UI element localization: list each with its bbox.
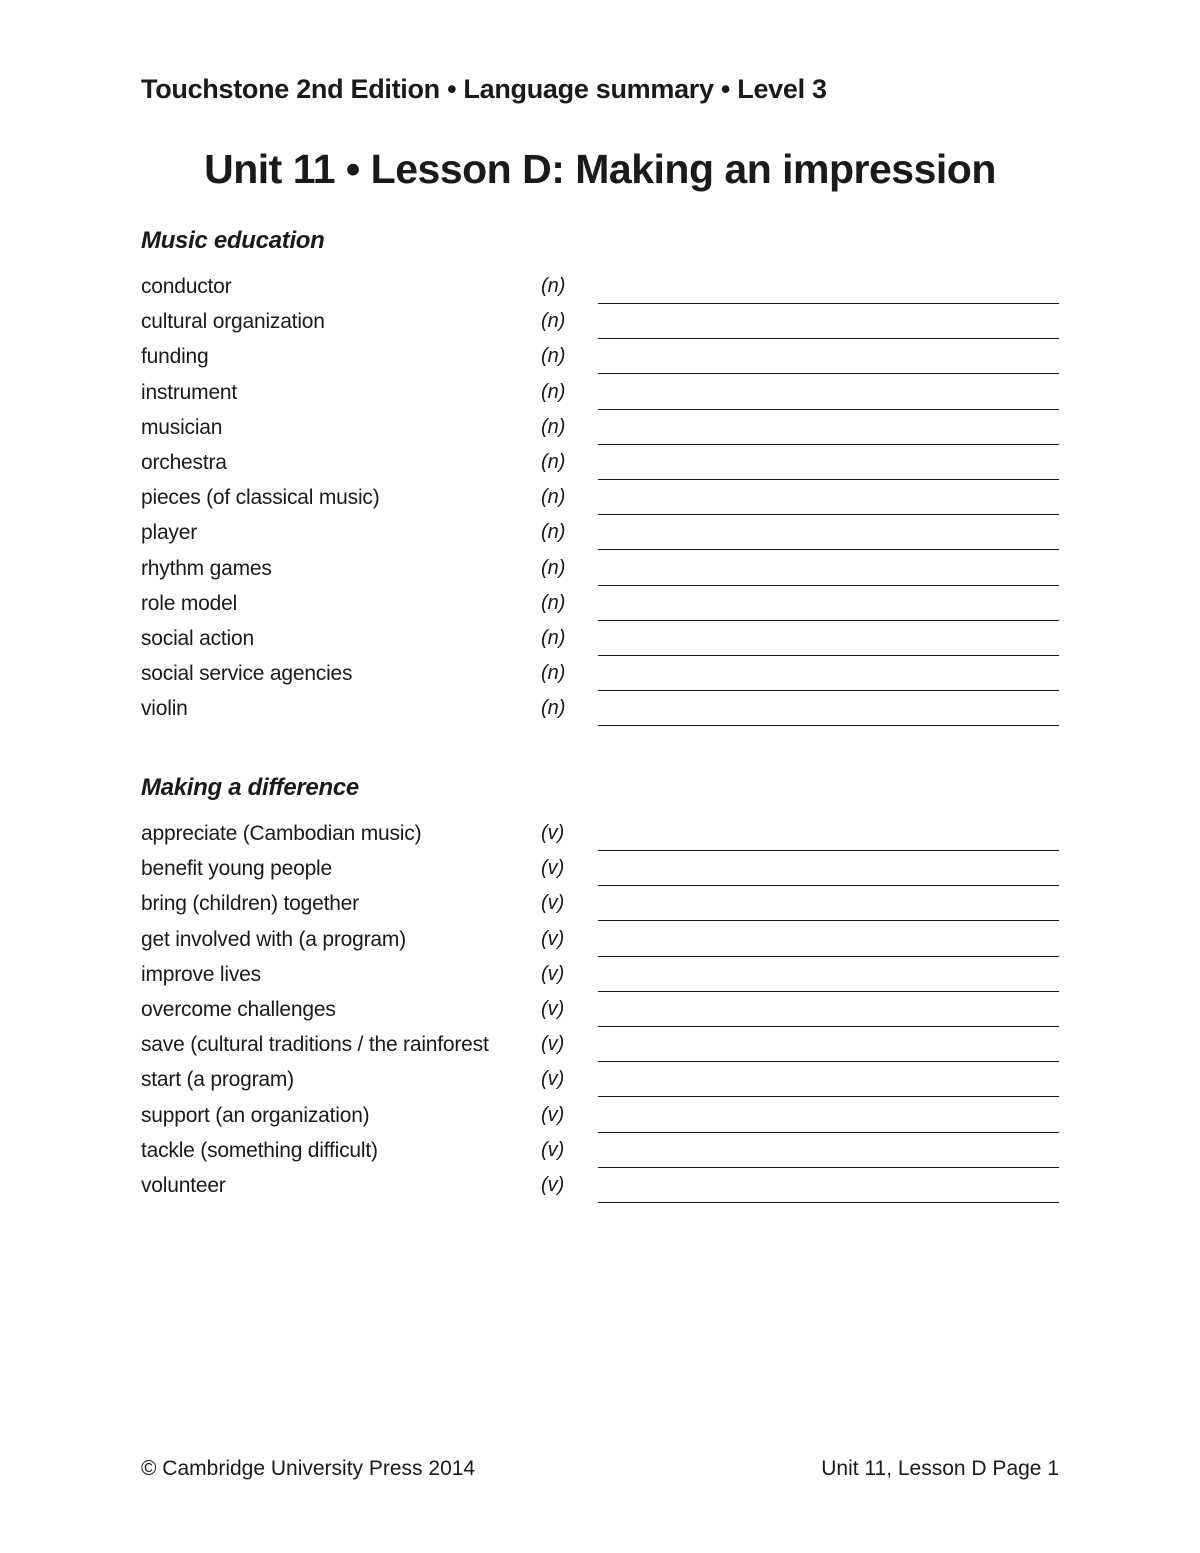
vocabulary-row (141, 272, 1059, 307)
vocabulary-row (141, 889, 1059, 924)
vocabulary-row (141, 854, 1059, 889)
part-of-speech: (v) (541, 1138, 565, 1161)
vocabulary-row (141, 1065, 1059, 1100)
vocabulary-term: funding (141, 345, 209, 369)
answer-line[interactable] (598, 690, 1059, 691)
series-header: Touchstone 2nd Edition • Language summary • Level 3 (141, 74, 827, 104)
vocabulary-term: instrument (141, 380, 238, 404)
answer-line[interactable] (598, 1167, 1059, 1168)
answer-line[interactable] (598, 885, 1059, 886)
part-of-speech: (n) (541, 345, 566, 368)
vocabulary-term: cultural organization (141, 310, 325, 334)
vocabulary-term: appreciate (Cambodian music) (141, 822, 422, 845)
section-making-a-difference (141, 771, 1059, 1206)
vocabulary-row (141, 925, 1059, 960)
vocabulary-row (141, 589, 1059, 624)
part-of-speech: (n) (541, 380, 566, 403)
vocabulary-term: role model (141, 591, 238, 615)
part-of-speech: (v) (541, 1033, 565, 1056)
part-of-speech: (v) (541, 1173, 565, 1196)
part-of-speech: (v) (541, 1103, 565, 1126)
part-of-speech: (n) (541, 521, 566, 544)
vocabulary-term: support (an organization) (141, 1103, 370, 1127)
part-of-speech: (n) (541, 556, 566, 579)
vocabulary-term: benefit young people (141, 857, 332, 881)
part-of-speech: (v) (541, 822, 565, 844)
vocabulary-term: save (cultural traditions / the rainforest (141, 1033, 489, 1057)
part-of-speech: (v) (541, 927, 565, 950)
answer-line[interactable] (598, 409, 1059, 410)
vocabulary-row (141, 624, 1059, 659)
part-of-speech: (n) (541, 697, 566, 720)
part-of-speech: (v) (541, 962, 565, 985)
section-music-education (141, 224, 1059, 729)
vocabulary-row (141, 1136, 1059, 1171)
answer-line[interactable] (598, 920, 1059, 921)
answer-line[interactable] (598, 655, 1059, 656)
vocabulary-row (141, 659, 1059, 694)
vocabulary-list (141, 819, 1059, 1206)
vocabulary-row (141, 378, 1059, 413)
vocabulary-row (141, 518, 1059, 553)
vocabulary-term: get involved with (a program) (141, 927, 406, 951)
answer-line[interactable] (598, 1132, 1059, 1133)
vocabulary-term: social service agencies (141, 662, 353, 686)
part-of-speech: (n) (541, 275, 566, 297)
vocabulary-row (141, 694, 1059, 729)
page-title: Unit 11 • Lesson D: Making an impression (204, 146, 996, 192)
part-of-speech: (n) (541, 450, 566, 473)
answer-line[interactable] (598, 373, 1059, 374)
answer-line[interactable] (598, 444, 1059, 445)
vocabulary-term: volunteer (141, 1173, 226, 1197)
vocabulary-term: orchestra (141, 450, 227, 474)
vocabulary-list (141, 272, 1059, 729)
vocabulary-row (141, 307, 1059, 342)
part-of-speech: (n) (541, 415, 566, 438)
vocabulary-term: bring (children) together (141, 892, 359, 916)
part-of-speech: (v) (541, 857, 565, 880)
answer-line[interactable] (598, 338, 1059, 339)
page-number: Unit 11, Lesson D Page 1 (821, 1457, 1059, 1480)
answer-line[interactable] (598, 1026, 1059, 1027)
answer-line[interactable] (598, 1202, 1059, 1203)
vocabulary-term: improve lives (141, 962, 261, 986)
part-of-speech: (v) (541, 1068, 565, 1091)
section-title: Music education (141, 227, 325, 254)
vocabulary-term: tackle (something difficult) (141, 1138, 378, 1162)
answer-line[interactable] (598, 620, 1059, 621)
part-of-speech: (n) (541, 662, 566, 685)
part-of-speech: (v) (541, 997, 565, 1020)
answer-line[interactable] (598, 725, 1059, 726)
answer-line[interactable] (598, 585, 1059, 586)
vocabulary-term: overcome challenges (141, 997, 336, 1021)
vocabulary-row (141, 960, 1059, 995)
vocabulary-row (141, 483, 1059, 518)
vocabulary-term: conductor (141, 275, 232, 298)
answer-line[interactable] (598, 991, 1059, 992)
vocabulary-term: violin (141, 697, 188, 721)
section-title: Making a difference (141, 774, 359, 801)
vocabulary-term: start (a program) (141, 1068, 294, 1092)
part-of-speech: (v) (541, 892, 565, 915)
vocabulary-row (141, 1101, 1059, 1136)
vocabulary-term: pieces (of classical music) (141, 486, 380, 510)
vocabulary-row (141, 995, 1059, 1030)
answer-line[interactable] (598, 479, 1059, 480)
vocabulary-row (141, 448, 1059, 483)
part-of-speech: (n) (541, 591, 566, 614)
answer-line[interactable] (598, 549, 1059, 550)
vocabulary-row (141, 342, 1059, 377)
part-of-speech: (n) (541, 310, 566, 333)
part-of-speech: (n) (541, 486, 566, 509)
answer-line[interactable] (598, 956, 1059, 957)
answer-line[interactable] (598, 514, 1059, 515)
vocabulary-term: musician (141, 415, 223, 439)
answer-line[interactable] (598, 303, 1059, 304)
answer-line[interactable] (598, 1096, 1059, 1097)
copyright-notice: © Cambridge University Press 2014 (141, 1457, 476, 1480)
vocabulary-row (141, 1030, 1059, 1065)
vocabulary-term: social action (141, 626, 254, 650)
vocabulary-row (141, 1171, 1059, 1206)
part-of-speech: (n) (541, 626, 566, 649)
vocabulary-row (141, 554, 1059, 589)
vocabulary-term: player (141, 521, 197, 545)
vocabulary-term: rhythm games (141, 556, 272, 580)
answer-line[interactable] (598, 850, 1059, 851)
answer-line[interactable] (598, 1061, 1059, 1062)
vocabulary-row (141, 819, 1059, 854)
vocabulary-row (141, 413, 1059, 448)
